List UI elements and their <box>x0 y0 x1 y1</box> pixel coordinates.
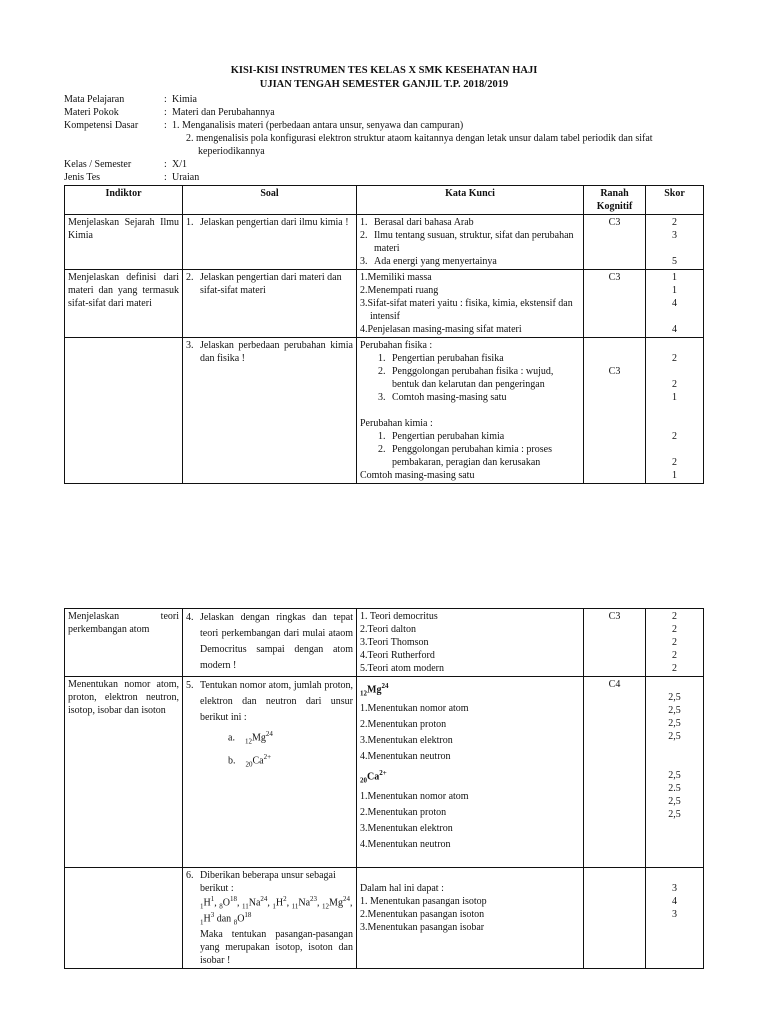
kunci-number: 1. <box>378 431 386 442</box>
soal-number: 4. <box>186 612 194 623</box>
kunci-item: 5.Teori atom modern <box>360 663 444 674</box>
meta-value: Uraian <box>172 172 200 183</box>
kunci-text: Comtoh masing-masing satu <box>392 392 507 403</box>
soal-number: 3. <box>186 340 194 351</box>
skor-value: 2,5 <box>668 692 681 703</box>
skor-cell <box>646 338 704 484</box>
kisi-table-part-2 <box>64 608 704 969</box>
element-list: $_1H^1$, $_8O^{18}$, $_{11}Na^{24}$, $_1H^2$, $_{11}Na^{23}$, $_{12}Mg^{24}$, $_1H^3$ dan $_8O^{18}$ <box>200 894 353 927</box>
kunci-item: 4.Teori Rutherford <box>360 650 435 661</box>
skor-value: 2 <box>672 217 677 228</box>
soal-cell <box>183 215 357 270</box>
soal-text: Jelaskan dengan ringkas dan tepat teori perkembangan dari mulai ataom Democritus sampai dengan atom modern ! <box>200 612 353 671</box>
meta-jenis-tes <box>64 171 704 184</box>
kunci-number: 2. <box>378 444 386 455</box>
soal-text: Jelaskan pengertian dari ilmu kimia ! <box>200 217 349 228</box>
kunci-item: 1.Menentukan nomor atom <box>360 790 469 802</box>
skor-value: 2.5 <box>668 783 681 794</box>
kunci-item: 3.Menentukan elektron <box>360 822 453 834</box>
table-row <box>65 867 704 968</box>
soal-number: 1. <box>186 217 194 228</box>
kd-item-2-cont: keperiodikannya <box>198 146 265 157</box>
meta-colon: : <box>164 172 167 183</box>
header-indikator: Indiktor <box>65 186 183 215</box>
meta-kompetensi-dasar <box>64 119 704 158</box>
soal-cell <box>183 867 357 968</box>
meta-value <box>172 119 704 158</box>
skor-value: 2 <box>672 637 677 648</box>
meta-value: Materi dan Perubahannya <box>172 107 275 118</box>
skor-value: 2 <box>672 650 677 661</box>
kunci-subtitle: Perubahan fisika : <box>360 340 433 351</box>
soal-cell <box>183 609 357 677</box>
soal-text: Diberikan beberapa unsur sebagai berikut : <box>200 869 336 894</box>
header-ranah-kognitif: Ranah Kognitif <box>584 186 646 215</box>
kunci-item: Comtoh masing-masing satu <box>360 470 475 481</box>
kunci-cell <box>357 867 584 968</box>
kunci-text: Pengertian perubahan fisika <box>392 353 504 364</box>
kunci-cell <box>357 338 584 484</box>
ranah-cell: C3 <box>584 609 646 677</box>
meta-materi-pokok <box>64 106 704 119</box>
skor-value: 2 <box>672 611 677 622</box>
table-row <box>65 609 704 677</box>
skor-value: 2,5 <box>668 705 681 716</box>
skor-value: 1 <box>672 285 677 296</box>
meta-colon: : <box>164 107 167 118</box>
skor-value: 4 <box>672 895 677 907</box>
kunci-cell <box>357 270 584 338</box>
kunci-item: 2.Menentukan proton <box>360 806 447 818</box>
kunci-item: 4.Penjelasan masing-masing sifat materi <box>360 324 522 335</box>
skor-value: 4 <box>672 298 677 309</box>
ranah-cell <box>584 338 646 484</box>
skor-value: 5 <box>672 256 677 267</box>
indikator-cell: Menjelaskan definisi dari materi dan yang termasuk sifat-sifat dari materi <box>65 270 183 338</box>
kunci-text: Ilmu tentang susuan, struktur, sifat dan perubahan materi <box>374 230 574 254</box>
skor-cell <box>646 867 704 968</box>
table-row <box>65 677 704 868</box>
meta-value: Kimia <box>172 94 197 105</box>
soal-cell <box>183 270 357 338</box>
meta-colon: : <box>164 94 167 105</box>
skor-value: 2 <box>672 457 677 468</box>
kunci-text: Penggolongan perubahan fisika : wujud, bentuk dan kelarutan dan pengeringan <box>392 366 554 390</box>
skor-value: 1 <box>672 470 677 481</box>
skor-value: 2 <box>672 663 677 674</box>
kd-item-1: 1. Menganalisis materi (perbedaan antara unsur, senyawa dan campuran) <box>172 120 464 131</box>
header-kata-kunci: Kata Kunci <box>357 186 584 215</box>
kunci-item: 2.Teori dalton <box>360 624 416 635</box>
kunci-item: 3.Sifat-sifat materi yaitu : fisika, kimia, ekstensif dan intensif <box>360 298 573 322</box>
kunci-item: 1.Memiliki massa <box>360 272 432 283</box>
soal-cell <box>183 338 357 484</box>
meta-label: Kompetensi Dasar <box>64 120 139 131</box>
table-row <box>65 338 704 484</box>
indikator-cell: Menjelaskan Sejarah Ilmu Kimia <box>65 215 183 270</box>
kunci-number: 1. <box>360 217 368 228</box>
element-symbol: Ca <box>252 755 264 767</box>
kunci-item: 2.Menentukan proton <box>360 719 447 731</box>
soal-number: 2. <box>186 272 194 283</box>
kunci-number: 1. <box>378 353 386 364</box>
element-heading: Ca <box>367 771 380 783</box>
kunci-cell <box>357 215 584 270</box>
skor-value: 3 <box>672 882 677 894</box>
soal-text: Maka tentukan pasangan-pasangan yang merupakan isotop, isoton dan isobar ! <box>200 928 353 966</box>
kunci-item: 4.Menentukan neutron <box>360 838 451 850</box>
meta-colon: : <box>164 159 167 170</box>
soal-text: Jelaskan perbedaan perubahan kimia dan fisika ! <box>200 340 353 364</box>
kunci-item: 2.Menentukan pasangan isoton <box>360 908 485 920</box>
skor-cell <box>646 677 704 868</box>
soal-option: b. $_{20}Ca^{2+}$ <box>228 753 272 769</box>
kunci-item: 3.Menentukan elektron <box>360 735 453 747</box>
soal-option: a. $_{12}Mg^{24}$ <box>228 730 273 746</box>
indikator-cell: Menjelaskan teori perkembangan atom <box>65 609 183 677</box>
soal-number: 5. <box>186 680 194 691</box>
kunci-item: 1. Teori democritus <box>360 611 438 622</box>
meta-label: Mata Pelajaran <box>64 94 125 105</box>
kunci-text: Berasal dari bahasa Arab <box>374 217 474 228</box>
soal-text: Tentukan nomor atom, jumlah proton, elektron dan neutron dari unsur berikut ini : <box>200 680 353 723</box>
kunci-number: 2. <box>378 366 386 377</box>
soal-number: 6. <box>186 869 194 881</box>
skor-value: 3 <box>672 230 677 241</box>
kunci-text: Pengertian perubahan kimia <box>392 431 505 442</box>
meta-kelas-semester <box>64 158 704 171</box>
document-subtitle: UJIAN TENGAH SEMESTER GANJIL T.P. 2018/2019 <box>259 79 509 90</box>
meta-mata-pelajaran <box>64 93 704 106</box>
ranah-cell: C3 <box>584 270 646 338</box>
skor-cell <box>646 609 704 677</box>
skor-value: 2,5 <box>668 796 681 807</box>
ranah-value: C3 <box>608 366 621 377</box>
skor-value: 1 <box>672 392 677 403</box>
header-soal: Soal <box>183 186 357 215</box>
ranah-cell: C3 <box>584 215 646 270</box>
skor-value: 2,5 <box>668 718 681 729</box>
kunci-item: 4.Menentukan neutron <box>360 751 451 763</box>
kunci-subtitle: Dalam hal ini dapat : <box>360 882 444 894</box>
indikator-cell <box>65 338 183 484</box>
kd-item-2: 2. mengenalisis pola konfigurasi elektron struktur ataom kaitannya dengan letak unsur dalam tabel periodik dan sifat <box>186 133 653 144</box>
kunci-subtitle: Perubahan kimia : <box>360 418 433 429</box>
ranah-cell <box>584 867 646 968</box>
indikator-cell <box>65 867 183 968</box>
meta-label: Kelas / Semester <box>64 159 132 170</box>
skor-value: 3 <box>672 908 677 920</box>
ranah-cell: C4 <box>584 677 646 868</box>
kunci-item: 3.Menentukan pasangan isobar <box>360 921 485 933</box>
kunci-item: 1. Menentukan pasangan isotop <box>360 895 487 907</box>
kunci-text: Penggolongan perubahan kimia : proses pembakaran, peragian dan kerusakan <box>392 444 552 468</box>
table-header-row <box>65 186 704 215</box>
kunci-item: 3.Teori Thomson <box>360 637 429 648</box>
meta-block <box>64 93 704 184</box>
skor-value: 1 <box>672 272 677 283</box>
table-row <box>65 270 704 338</box>
soal-cell <box>183 677 357 868</box>
skor-value: 2 <box>672 353 677 364</box>
table-row <box>65 215 704 270</box>
meta-value: X/1 <box>172 159 187 170</box>
meta-colon: : <box>164 120 167 131</box>
kisi-table-part-1 <box>64 185 704 484</box>
kunci-cell <box>357 609 584 677</box>
indikator-cell: Menentukan nomor atom, proton, elektron neutron, isotop, isobar dan isoton <box>65 677 183 868</box>
kunci-item: 2.Menempati ruang <box>360 285 439 296</box>
element-symbol: Mg <box>251 732 266 744</box>
header-skor: Skor <box>646 186 704 215</box>
skor-value: 2,5 <box>668 809 681 820</box>
skor-value: 2,5 <box>668 770 681 781</box>
meta-label: Jenis Tes <box>64 172 101 183</box>
option-label: b. <box>228 755 236 767</box>
skor-value: 2 <box>672 624 677 635</box>
soal-text: Jelaskan pengertian dari materi dan sifat-sifat materi <box>200 272 342 296</box>
skor-cell <box>646 270 704 338</box>
skor-cell <box>646 215 704 270</box>
option-label: a. <box>228 732 235 744</box>
skor-value: 2 <box>672 431 677 442</box>
kunci-number: 3. <box>360 256 368 267</box>
skor-value: 2 <box>672 379 677 390</box>
document-title: KISI-KISI INSTRUMEN TES KELAS X SMK KESEHATAN HAJI <box>230 65 538 76</box>
meta-label: Materi Pokok <box>64 107 119 118</box>
skor-value: 2,5 <box>668 731 681 742</box>
kunci-item: 1.Menentukan nomor atom <box>360 703 469 715</box>
element-heading: Mg <box>367 684 382 696</box>
kunci-text: Ada energi yang menyertainya <box>374 256 497 267</box>
kunci-number: 2. <box>360 230 368 241</box>
skor-value: 4 <box>672 324 677 335</box>
kunci-cell: $_{12}Mg^{24}$ 1.Menentukan nomor atom 2.Menentukan proton 3.Menentukan elektron 4.Menentukan neutron $_{20}Ca^{2+}$ 1.Menentukan nomor atom 2.Menentukan proton 3.Menentukan elektron 4.Menentukan neutron <box>357 677 584 868</box>
kunci-number: 3. <box>378 392 386 403</box>
